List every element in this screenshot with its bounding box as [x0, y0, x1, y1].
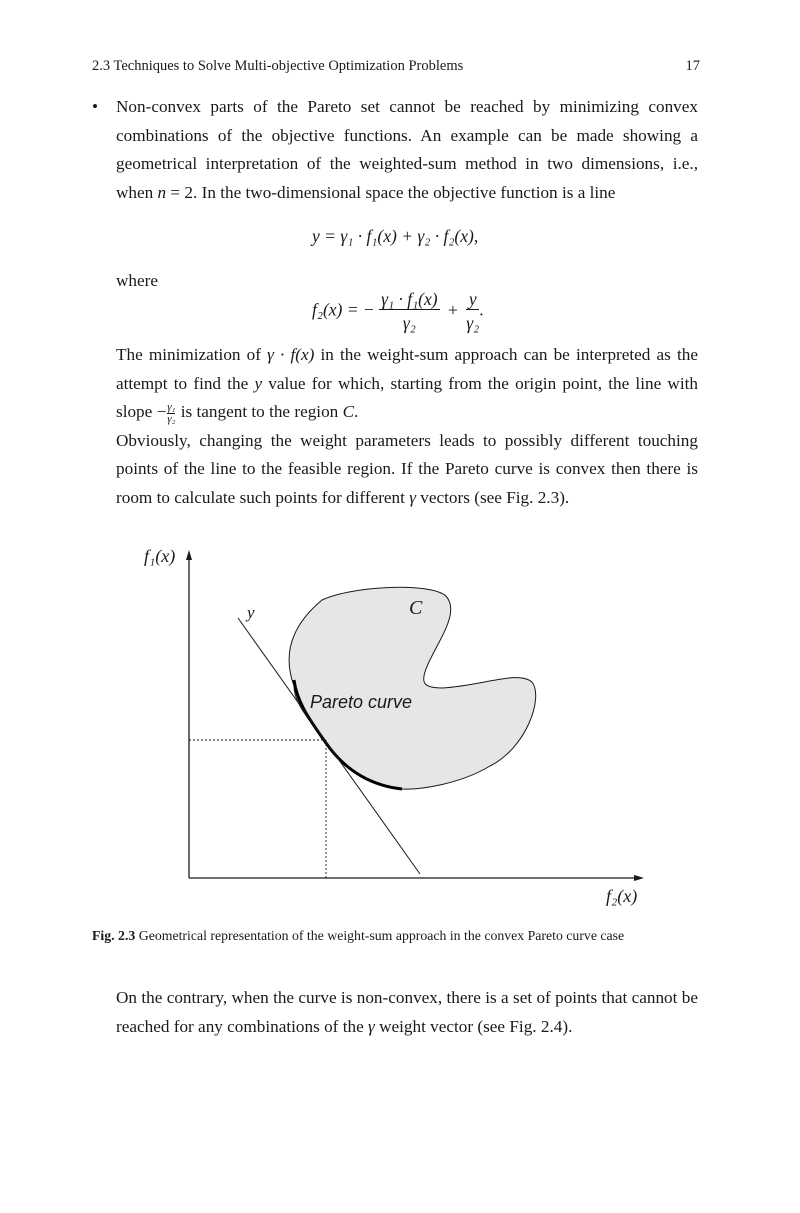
x-axis-label: f₂(x): [606, 886, 638, 906]
fraction-2-denominator: γ₂: [466, 313, 480, 333]
where-label: where: [116, 271, 158, 290]
bullet-text-2: = 2. In the two-dimensional space the objective function is a line: [166, 182, 616, 202]
line-label-y: y: [247, 603, 255, 622]
bullet-paragraph: [116, 93, 698, 207]
p2-text-h: .: [354, 402, 359, 421]
p2-text-a: The minimization of: [116, 345, 268, 364]
p2-y-var: y: [254, 373, 263, 393]
p2b-gamma: γ: [409, 487, 416, 507]
bullet-symbol: •: [92, 97, 99, 116]
p2-gamma-f: γ · f(x): [267, 345, 315, 364]
fraction-1-numerator: γ₁ · f₁(x): [381, 289, 438, 309]
p2b-text-c: vectors (see Fig. 2.3).: [416, 487, 570, 507]
bullet-text-1: Non-convex parts of the Pareto set cannot be reached by minimizing convex combinations of the objective functions. An example can be made showing a geometrical interpretation of the weighted-sum method in two dimensions, i.e., when: [116, 97, 698, 202]
bullet-item: [92, 93, 698, 207]
paragraph-3: [116, 984, 698, 1041]
p2-region-c: C: [342, 402, 355, 421]
x-axis-arrow: [634, 875, 644, 881]
pareto-diagram: [130, 538, 670, 918]
caption-text: Geometrical representation of the weight-sum approach in the convex Pareto curve case: [135, 928, 625, 943]
p2b-text-a: Obviously, changing the weight parameters leads to possibly different touching points of the line to the feasible region. If the Pareto curve is convex then there is room to calculate such points for different: [116, 430, 698, 507]
p2-text-c: in the weight-sum approach can be interpreted as the attempt to find the: [116, 345, 698, 393]
figure-caption: [92, 928, 700, 944]
fraction-2-numerator: y: [466, 289, 479, 310]
p3-text-a: On the contrary, when the curve is non-convex, there is a set of points that cannot be reached for any combinations of the: [116, 988, 698, 1036]
equation-2-fraction-1: [379, 289, 439, 334]
slope-numerator: γ₁: [167, 400, 176, 413]
caption-label: Fig. 2.3: [92, 928, 136, 943]
body-paragraph-3: [116, 984, 698, 1041]
p2-text-f: is tangent to the region: [176, 402, 343, 421]
equation-1-lhs: y: [312, 226, 320, 246]
slope-denominator: γ₂: [167, 412, 176, 425]
equation-2: [312, 289, 484, 341]
bullet-n-var: n: [157, 182, 167, 202]
region-label-c: C: [409, 597, 423, 619]
figure-2-3: [130, 538, 670, 918]
equation-1-rhs: = γ₁ · f₁(x) + γ₂ · f₂(x),: [319, 226, 479, 246]
slope-fraction: [167, 402, 175, 425]
p3-text-b: weight vector (see Fig. 2.4).: [374, 1016, 573, 1036]
equation-2-fraction-2: [466, 289, 479, 334]
equation-2-end: .: [479, 299, 484, 320]
body-paragraph-2: [116, 341, 698, 512]
paragraph-2b: [116, 427, 698, 513]
equation-1: [312, 226, 478, 247]
paragraph-2a: [116, 341, 698, 427]
running-title: 2.3 Techniques to Solve Multi-objective Optimization Problems: [92, 58, 464, 74]
page-number: 17: [685, 58, 700, 74]
equation-2-lhs: f₂(x) = −: [312, 299, 375, 320]
y-axis-label: f₁(x): [144, 546, 176, 566]
fraction-1-denominator: γ₂: [402, 313, 416, 333]
pareto-curve-label: Pareto curve: [310, 692, 413, 712]
y-axis-arrow: [186, 550, 192, 560]
p2-text-e: value for which, starting from the origin point, the line with slope −: [116, 373, 698, 421]
p3-gamma: γ: [368, 1016, 375, 1036]
equation-2-plus: +: [447, 299, 458, 320]
